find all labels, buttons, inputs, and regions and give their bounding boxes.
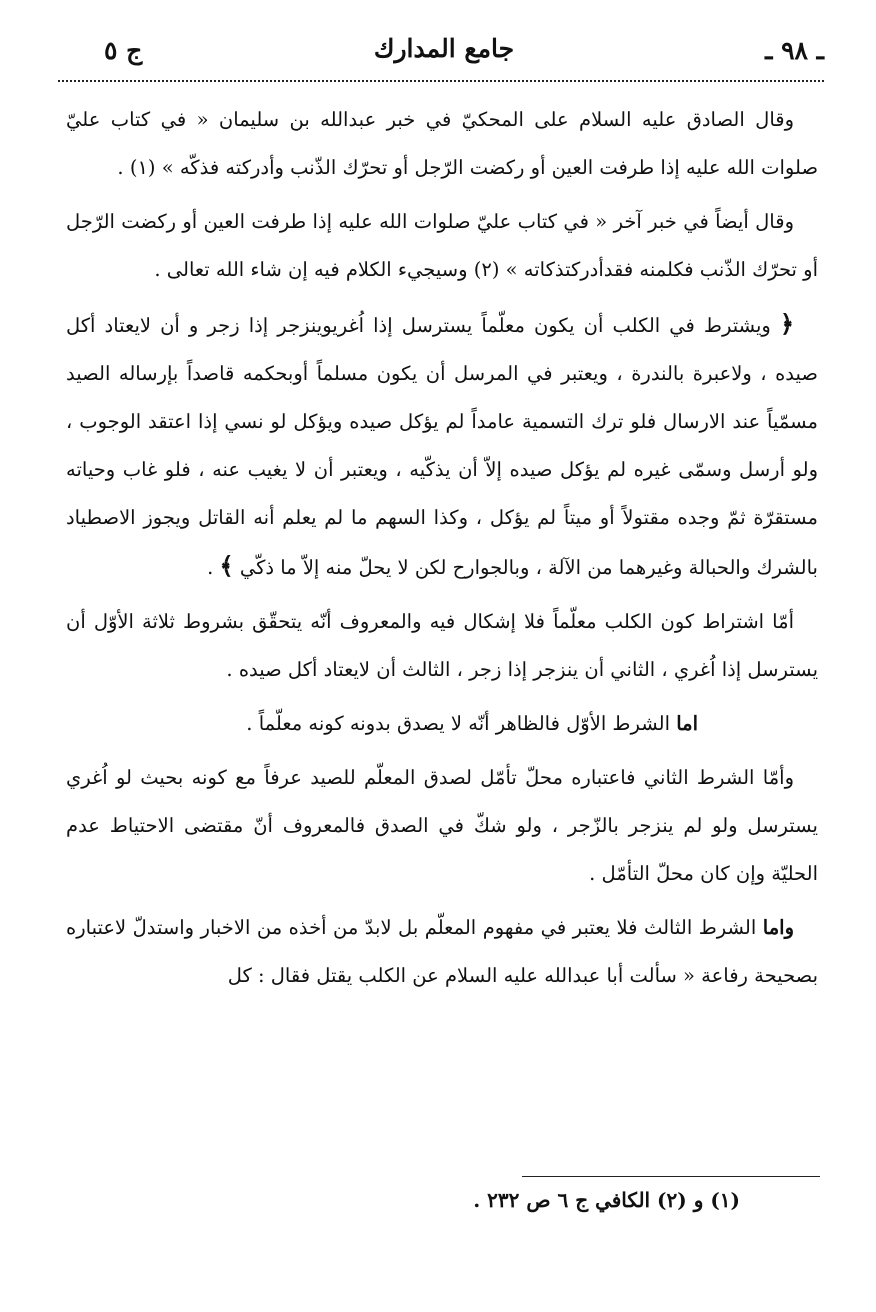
volume-label: ج ٥ — [104, 36, 143, 65]
paragraph — [66, 904, 818, 1000]
paragraph-text: وقال أيضاً في خبر آخر « في كتاب عليّ صلوات الله عليه إذا طرفت العين أو ركضت الرّجل أو تحرّك الذّنب فكلمنه فقدأدركتذكاته » (٢) وسيجيء الكلام فيه إن شاء الله تعالى . — [66, 210, 818, 281]
paragraph-lead-word: واما — [762, 916, 794, 939]
paragraph-lead-word: اما — [676, 712, 698, 735]
main-text — [66, 96, 818, 1006]
paragraph — [66, 700, 818, 748]
paragraph-text: الشرط الثالث فلا يعتبر في مفهوم المعلّم بل لابدّ من أخذه من الاخبار واستدلّ لاعتباره بصحيحة رفاعة « سألت أبا عبدالله عليه السلام عن الكلب يقتل فقال : كل — [66, 916, 818, 987]
page-header — [64, 28, 824, 78]
closing-ornamental-bracket: ﴾ — [219, 551, 234, 580]
paragraph — [66, 754, 818, 898]
paragraph — [66, 598, 818, 694]
paragraph — [66, 96, 818, 192]
footnote-divider — [522, 1176, 820, 1177]
paragraph-text: الشرط الأوّل فالظاهر أنّه لا يصدق بدونه كونه معلّماً . — [246, 712, 670, 735]
footnote: (١) و (٢) الكافي ج ٦ ص ٢٣٢ . — [473, 1188, 740, 1212]
paragraph-text: أمّا اشتراط كون الكلب معلّماً فلا إشكال فيه والمعروف أنّه يتحقّق بشروط ثلاثة الأوّل أن يسترسل إذا اُغري ، الثاني أن ينزجر إذا زجر ، الثالث أن لايعتاد أكل صيده . — [66, 610, 818, 681]
page-number: ـ ٩٨ ـ — [765, 36, 824, 65]
running-title: جامع المدارك — [373, 34, 515, 63]
paragraph — [66, 198, 818, 294]
opening-ornamental-bracket: ﴿ — [779, 309, 794, 338]
paragraph-text: وأمّا الشرط الثاني فاعتباره محلّ تأمّل لصدق المعلّم للصيد عرفاً مع كونه بحيث لو اُغري يسترسل ولو لم ينزجر بالزّجر ، ولو شكّ في الصدق فالمعروف أنّ مقتضى الاحتياط عدم الحليّة وإن كان محلّ التأمّل . — [66, 766, 818, 885]
matn-paragraph: ﴿ ويشترط في الكلب أن يكون معلّماً يسترسل إذا اُغريوينزجر إذا زجر و أن لايعتاد أكل صيده ، ولاعبرة بالندرة ، ويعتبر في المرسل أن يكون مسلماً أوبحكمه قاصداً بإرساله الصيد مسمّياً عند الارسال فلو ترك التسمية عامداً لم يؤكل صيده ويؤكل لو نسي إذا اعتقد الوجوب ، ولو أرسل وسمّى غيره لم يؤكل صيده إلاّ أن يذكّيه ، ويعتبر أن لا يغيب عنه ، فلو غاب وحياته مستقرّة ثمّ وجده مقتولاً أو ميتاً لم يؤكل ، وكذا السهم ما لم يعلم أنه القاتل ويجوز الاصطياد بالشرك والحبالة وغيرهما من الآلة ، وبالجوارح لكن لا يحلّ منه إلاّ ما ذكّي ﴾ . — [66, 309, 818, 580]
header-divider — [58, 80, 824, 82]
paragraph-text: وقال الصادق عليه السلام على المحكيّ في خبر عبدالله بن سليمان « في كتاب عليّ صلوات الله عليه إذا طرفت العين أو ركضت الرّجل أو تحرّك الذّنب وأدركته فذكّه » (١) . — [66, 108, 818, 179]
paragraph-text: ويشترط في الكلب أن يكون معلّماً يسترسل إذا اُغريوينزجر إذا زجر و أن لايعتاد أكل صيده ، ولاعبرة بالندرة ، ويعتبر في المرسل أن يكون مسلماً أوبحكمه قاصداً بإرساله الصيد مسمّياً عند الارسال فلو ترك التسمية عامداً لم يؤكل صيده ويؤكل لو نسي إذا اعتقد الوجوب ، ولو أرسل وسمّى غيره لم يؤكل صيده إلاّ أن يذكّيه ، ويعتبر أن لا يغيب عنه ، فلو غاب وحياته مستقرّة ثمّ وجده مقتولاً أو ميتاً لم يؤكل ، وكذا السهم ما لم يعلم أنه القاتل ويجوز الاصطياد بالشرك والحبالة وغيرهما من الآلة ، وبالجوارح لكن لا يحلّ منه إلاّ ما ذكّي — [66, 314, 818, 579]
